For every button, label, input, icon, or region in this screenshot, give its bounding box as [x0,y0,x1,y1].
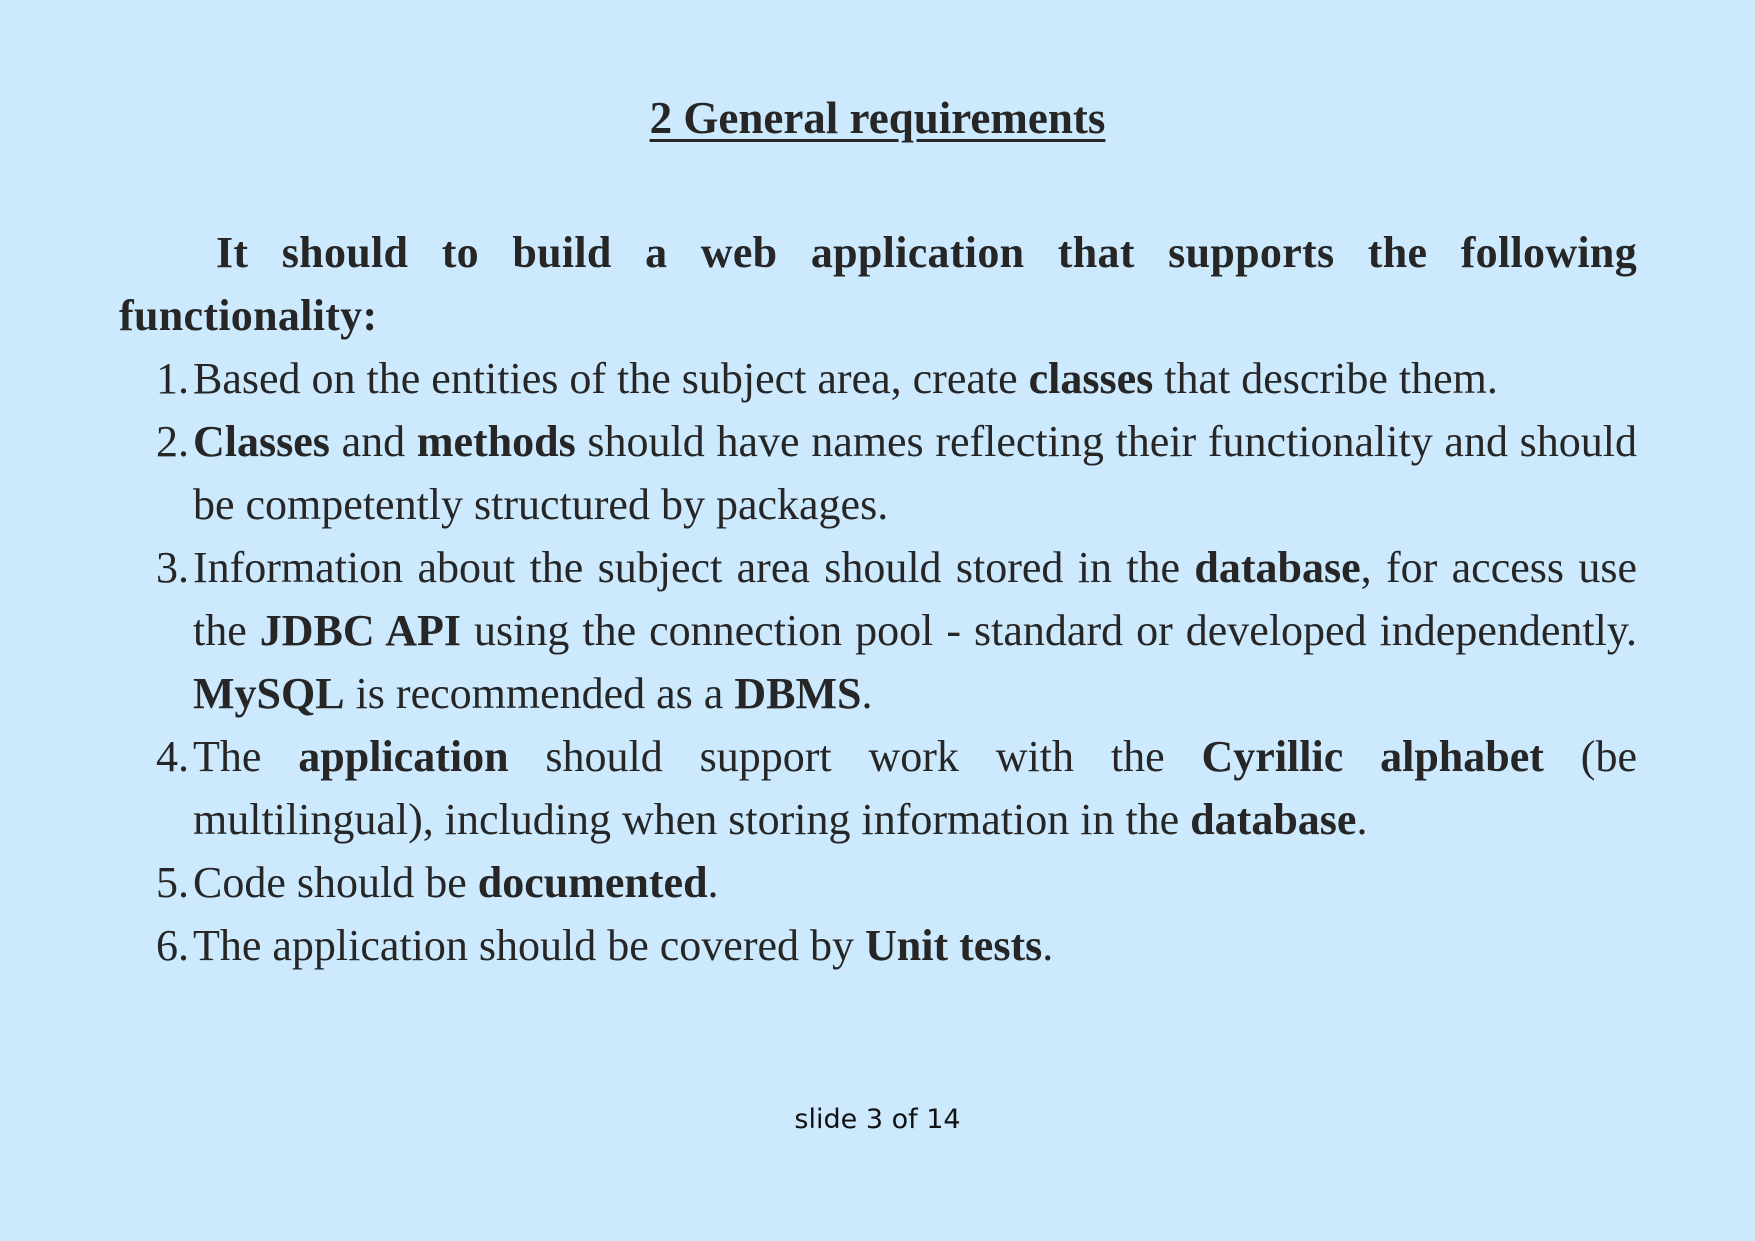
requirement-item [156,851,1637,914]
requirement-keyword: Classes [193,417,330,466]
requirement-text: Information about the subject area should stored in the [193,543,1195,592]
requirement-number: 1. [156,354,189,403]
requirement-number: 6. [156,921,189,970]
requirement-item [156,914,1637,977]
requirement-text: . [1356,795,1368,844]
requirement-number: 4. [156,732,189,781]
requirement-keyword: application [298,732,509,781]
requirement-item [156,347,1637,410]
requirement-text: . [861,669,873,718]
requirement-text: (be multilingual), including when storing information in the [193,732,1637,844]
requirement-keyword: JDBC API [259,606,462,655]
requirement-text: . [1042,921,1054,970]
requirement-text: that describe them. [1153,354,1498,403]
requirement-text: is recommended as a [344,669,735,718]
requirement-keyword: database [1190,795,1357,844]
requirement-item [156,725,1637,851]
requirement-text: using the connection pool - standard or developed independently. [461,606,1637,655]
requirement-keyword: Unit tests [865,921,1043,970]
requirement-keyword: classes [1028,354,1154,403]
slide-counter: slide 3 of 14 [794,1104,961,1135]
requirement-keyword: methods [416,417,576,466]
requirement-keyword: MySQL [193,669,345,718]
requirement-text: should have names reflecting their functionality and should be competently structured by packages. [193,417,1637,529]
requirement-item [156,536,1637,725]
requirement-number: 2. [156,417,189,466]
requirement-text: The application should be covered by [193,921,866,970]
requirement-text: Code should be [193,858,478,907]
slide-title-text: 2 General requirements [649,93,1106,143]
requirement-text: should support work with the [508,732,1202,781]
requirement-text: and [329,417,417,466]
requirements-list [156,347,1637,977]
requirement-keyword: database [1194,543,1361,592]
requirement-text: Based on the entities of the subject area, create [193,354,1029,403]
slide-title [0,88,1755,148]
requirement-text: The [193,732,299,781]
requirement-keyword: DBMS [734,669,862,718]
requirement-text: , for access use the [193,543,1637,655]
requirement-number: 5. [156,858,189,907]
requirement-keyword: Cyrillic alphabet [1201,732,1544,781]
intro-paragraph: It should to build a web application that supports the following functionality: [119,228,1637,340]
requirement-keyword: documented [477,858,708,907]
requirement-number: 3. [156,543,189,592]
requirement-item [156,410,1637,536]
requirement-text: . [707,858,719,907]
